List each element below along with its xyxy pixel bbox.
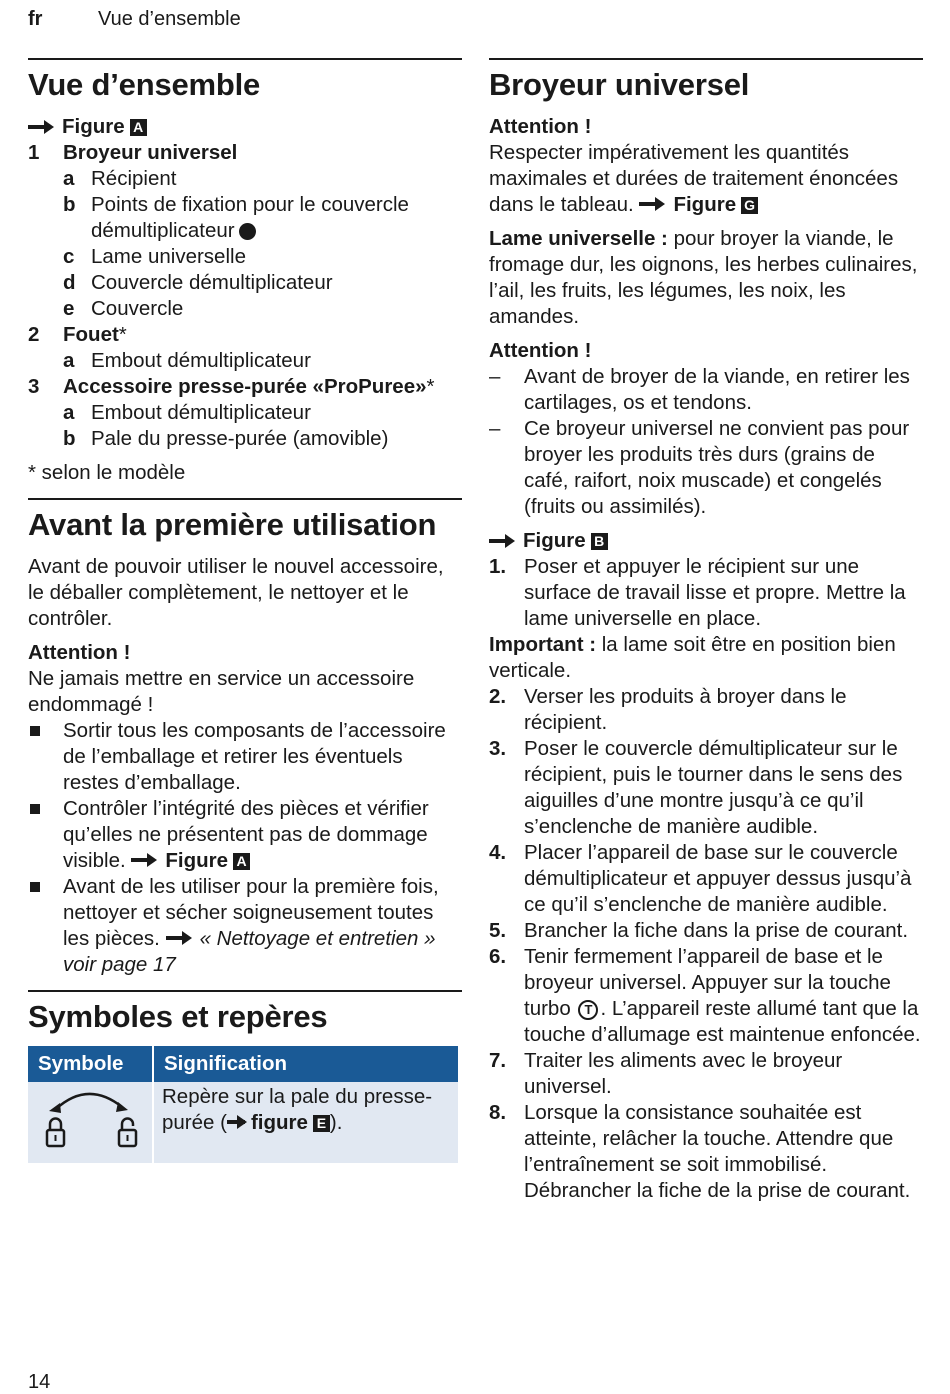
arrow-right-icon bbox=[166, 931, 192, 945]
figure-letter-badge: B bbox=[591, 533, 608, 550]
symbols-title: Symboles et repères bbox=[28, 990, 462, 1036]
step-item bbox=[489, 736, 923, 840]
step-text: Brancher la fiche dans la prise de courant. bbox=[524, 919, 909, 942]
sub-letter: a bbox=[63, 401, 75, 424]
step-number: 1. bbox=[489, 555, 507, 578]
overview-section bbox=[28, 58, 462, 486]
figure-letter-badge: E bbox=[313, 1115, 330, 1132]
dash-text: Ce broyeur universel ne convient pas pour broyer les produits très durs (grains de café, raifort, noix muscade) et congelés (fruits ou assimilés). bbox=[524, 417, 910, 518]
step-item bbox=[489, 554, 923, 632]
column-header-symbol: Symbole bbox=[28, 1046, 152, 1082]
figure-letter-badge: A bbox=[233, 853, 250, 870]
dash-item bbox=[489, 364, 923, 416]
meaning-text: Repère sur la pale du presse-purée ( bbox=[162, 1085, 433, 1134]
step-number: 6. bbox=[489, 945, 507, 968]
step-number: 8. bbox=[489, 1101, 507, 1124]
figure-label: Figure bbox=[523, 529, 586, 552]
page-number: 14 bbox=[28, 1371, 51, 1393]
header-title: Vue d’ensemble bbox=[98, 8, 241, 30]
sub-text-content: Points de fixation pour le couvercle démultiplicateur bbox=[91, 193, 409, 242]
square-bullet-icon bbox=[28, 874, 63, 978]
first-use-intro: Avant de pouvoir utiliser le nouvel accessoire, le déballer complètement, le nettoyer et le contrôler. bbox=[28, 555, 444, 630]
step-item bbox=[489, 944, 923, 1048]
step-text-part: Tenir fermement l’appareil de base et le broyeur universel. Appuyer sur la touche turbo bbox=[524, 945, 891, 1020]
attention-heading: Attention ! bbox=[489, 339, 592, 362]
symbol-cell bbox=[28, 1082, 152, 1163]
sub-text: Embout démultiplicateur bbox=[91, 349, 311, 372]
step-text: Poser le couvercle démultiplicateur sur le récipient, puis le tourner dans le sens des aiguilles d’une montre jusqu’à ce qu’il s’enclenche de manière audible. bbox=[524, 737, 903, 838]
figure-b-ref bbox=[489, 528, 923, 554]
sub-text: Embout démultiplicateur bbox=[91, 401, 311, 424]
dash-marker: – bbox=[489, 365, 501, 388]
step-text: Traiter les aliments avec le broyeur universel. bbox=[524, 1049, 843, 1098]
blade-text: pour broyer la viande, le fromage dur, les oignons, les herbes culinaires, l’ail, les fruits, les légumes, les noix, les amandes. bbox=[489, 227, 918, 328]
right-column bbox=[489, 58, 923, 1204]
item-star: * bbox=[118, 323, 127, 346]
sub-text: Récipient bbox=[91, 167, 177, 190]
table-header-row bbox=[28, 1046, 458, 1082]
sub-letter: a bbox=[63, 167, 75, 190]
sub-text: Couvercle démultiplicateur bbox=[91, 271, 333, 294]
step-item bbox=[489, 840, 923, 918]
list-item bbox=[28, 322, 462, 348]
step-text: Placer l’appareil de base sur le couvercle démultiplicateur et appuyer dessus jusqu’à ce qu’il s’enclenche de manière audible. bbox=[524, 841, 912, 916]
sub-item bbox=[28, 426, 462, 452]
attention-heading: Attention ! bbox=[28, 641, 131, 664]
step-number: 5. bbox=[489, 919, 507, 942]
item-label bbox=[63, 374, 435, 400]
sub-letter: d bbox=[63, 271, 76, 294]
step-text bbox=[524, 944, 923, 1048]
sub-letter: b bbox=[63, 427, 76, 450]
arrow-right-icon bbox=[131, 853, 157, 867]
warning-text: Ne jamais mettre en service un accessoire endommagé ! bbox=[28, 667, 415, 716]
sub-item bbox=[28, 166, 462, 192]
sub-letter: e bbox=[63, 297, 75, 320]
sub-item bbox=[28, 192, 462, 244]
sub-text bbox=[91, 192, 462, 244]
sub-item bbox=[28, 348, 462, 374]
bullet-text-content: Contrôler l’intégrité des pièces et vérifier qu’elles ne présentent pas de dommage visible. bbox=[63, 797, 429, 872]
bullet-text-content: Avant de les utiliser pour la première fois, nettoyer et sécher soigneusement toutes les pièces. bbox=[63, 875, 439, 950]
important-label: Important : bbox=[489, 633, 597, 656]
meaning-end: ). bbox=[329, 1111, 343, 1134]
step-text: Poser et appuyer le récipient sur une surface de travail lisse et propre. Mettre la lame universelle en place. bbox=[524, 555, 906, 630]
attention-heading: Attention ! bbox=[489, 115, 592, 138]
square-bullet-icon bbox=[28, 796, 63, 874]
important-text: la lame soit être en position bien verticale. bbox=[489, 633, 896, 682]
bullet-text bbox=[63, 874, 462, 978]
bullet-text: Sortir tous les composants de l’accessoire de l’emballage et retirer les éventuels restes d’emballage. bbox=[63, 719, 446, 794]
item-label-text: Fouet bbox=[63, 323, 119, 346]
sub-letter: c bbox=[63, 245, 75, 268]
sub-text: Couvercle bbox=[91, 297, 184, 320]
quantities-paragraph bbox=[489, 140, 923, 218]
item-label: Broyeur universel bbox=[63, 141, 238, 164]
step-item bbox=[489, 1100, 923, 1204]
overview-title: Vue d’ensemble bbox=[28, 58, 462, 104]
sub-text: Pale du presse-purée (amovible) bbox=[91, 427, 389, 450]
dash-text: Avant de broyer de la viande, en retirer les cartilages, os et tendons. bbox=[524, 365, 910, 414]
item-label-text: Accessoire presse-purée «ProPuree» bbox=[63, 375, 427, 398]
sub-item bbox=[28, 270, 462, 296]
step-item bbox=[489, 684, 923, 736]
step-number: 7. bbox=[489, 1049, 507, 1072]
blade-paragraph bbox=[489, 226, 923, 330]
step-number: 4. bbox=[489, 841, 507, 864]
table-row bbox=[28, 1082, 458, 1163]
list-item bbox=[28, 374, 462, 400]
item-number: 1 bbox=[28, 141, 40, 164]
sub-letter: a bbox=[63, 349, 75, 372]
column-header-meaning: Signification bbox=[154, 1046, 458, 1082]
step-number: 3. bbox=[489, 737, 507, 760]
universal-chopper-title: Broyeur universel bbox=[489, 58, 923, 104]
meaning-cell bbox=[154, 1082, 458, 1163]
important-note bbox=[489, 632, 923, 684]
step-number: 2. bbox=[489, 685, 507, 708]
step-text-part: . L’appareil reste allumé tant que la touche d’allumage est maintenue enfoncée. bbox=[524, 997, 921, 1046]
figure-label: figure bbox=[250, 1111, 308, 1134]
square-bullet-icon bbox=[28, 718, 63, 796]
figure-label: Figure bbox=[165, 849, 229, 872]
arrow-right-icon bbox=[28, 120, 54, 134]
bullet-item bbox=[28, 718, 462, 796]
step-text: Lorsque la consistance souhaitée est atteinte, relâcher la touche. Attendre que l’entraînement se soit immobilisé. Débrancher la fiche de la prise de courant. bbox=[524, 1101, 911, 1202]
first-use-section bbox=[28, 498, 462, 978]
bullet-text bbox=[63, 796, 462, 874]
sub-letter: b bbox=[63, 193, 76, 216]
item-label bbox=[63, 322, 127, 348]
paragraph-text: Respecter impérativement les quantités maximales et durées de traitement énoncées dans le tableau. bbox=[489, 141, 899, 216]
bullet-item bbox=[28, 796, 462, 874]
figure-a-ref bbox=[28, 114, 462, 140]
item-star: * bbox=[426, 375, 435, 398]
step-text: Verser les produits à broyer dans le récipient. bbox=[524, 685, 847, 734]
symbols-section bbox=[28, 990, 462, 1163]
figure-letter-badge: A bbox=[130, 119, 147, 136]
dash-item bbox=[489, 416, 923, 520]
sub-item bbox=[28, 400, 462, 426]
sub-text: Lame universelle bbox=[91, 245, 246, 268]
figure-letter-badge: G bbox=[741, 197, 758, 214]
turbo-button-icon: T bbox=[578, 1000, 598, 1020]
lock-unlock-rotation-icon bbox=[28, 1082, 152, 1156]
figure-label: Figure bbox=[673, 193, 737, 216]
sub-item bbox=[28, 296, 462, 322]
bullet-item bbox=[28, 874, 462, 978]
symbols-table bbox=[26, 1046, 460, 1163]
filled-dot-icon bbox=[239, 223, 256, 240]
item-number: 3 bbox=[28, 375, 40, 398]
model-note: * selon le modèle bbox=[28, 461, 186, 484]
arrow-right-icon bbox=[639, 197, 665, 211]
arrow-right-icon bbox=[489, 534, 515, 548]
item-number: 2 bbox=[28, 323, 40, 346]
step-item bbox=[489, 1048, 923, 1100]
step-item bbox=[489, 918, 923, 944]
figure-label: Figure bbox=[62, 115, 125, 138]
language-code: fr bbox=[28, 8, 43, 30]
first-use-title: Avant la première utilisation bbox=[28, 498, 462, 544]
sub-item bbox=[28, 244, 462, 270]
arrow-right-icon bbox=[227, 1115, 247, 1129]
left-column bbox=[28, 58, 462, 1175]
dash-marker: – bbox=[489, 417, 501, 440]
list-item bbox=[28, 140, 462, 166]
blade-label: Lame universelle : bbox=[489, 227, 668, 250]
page-cross-reference: « Nettoyage et entretien » voir page 17 bbox=[63, 927, 436, 976]
